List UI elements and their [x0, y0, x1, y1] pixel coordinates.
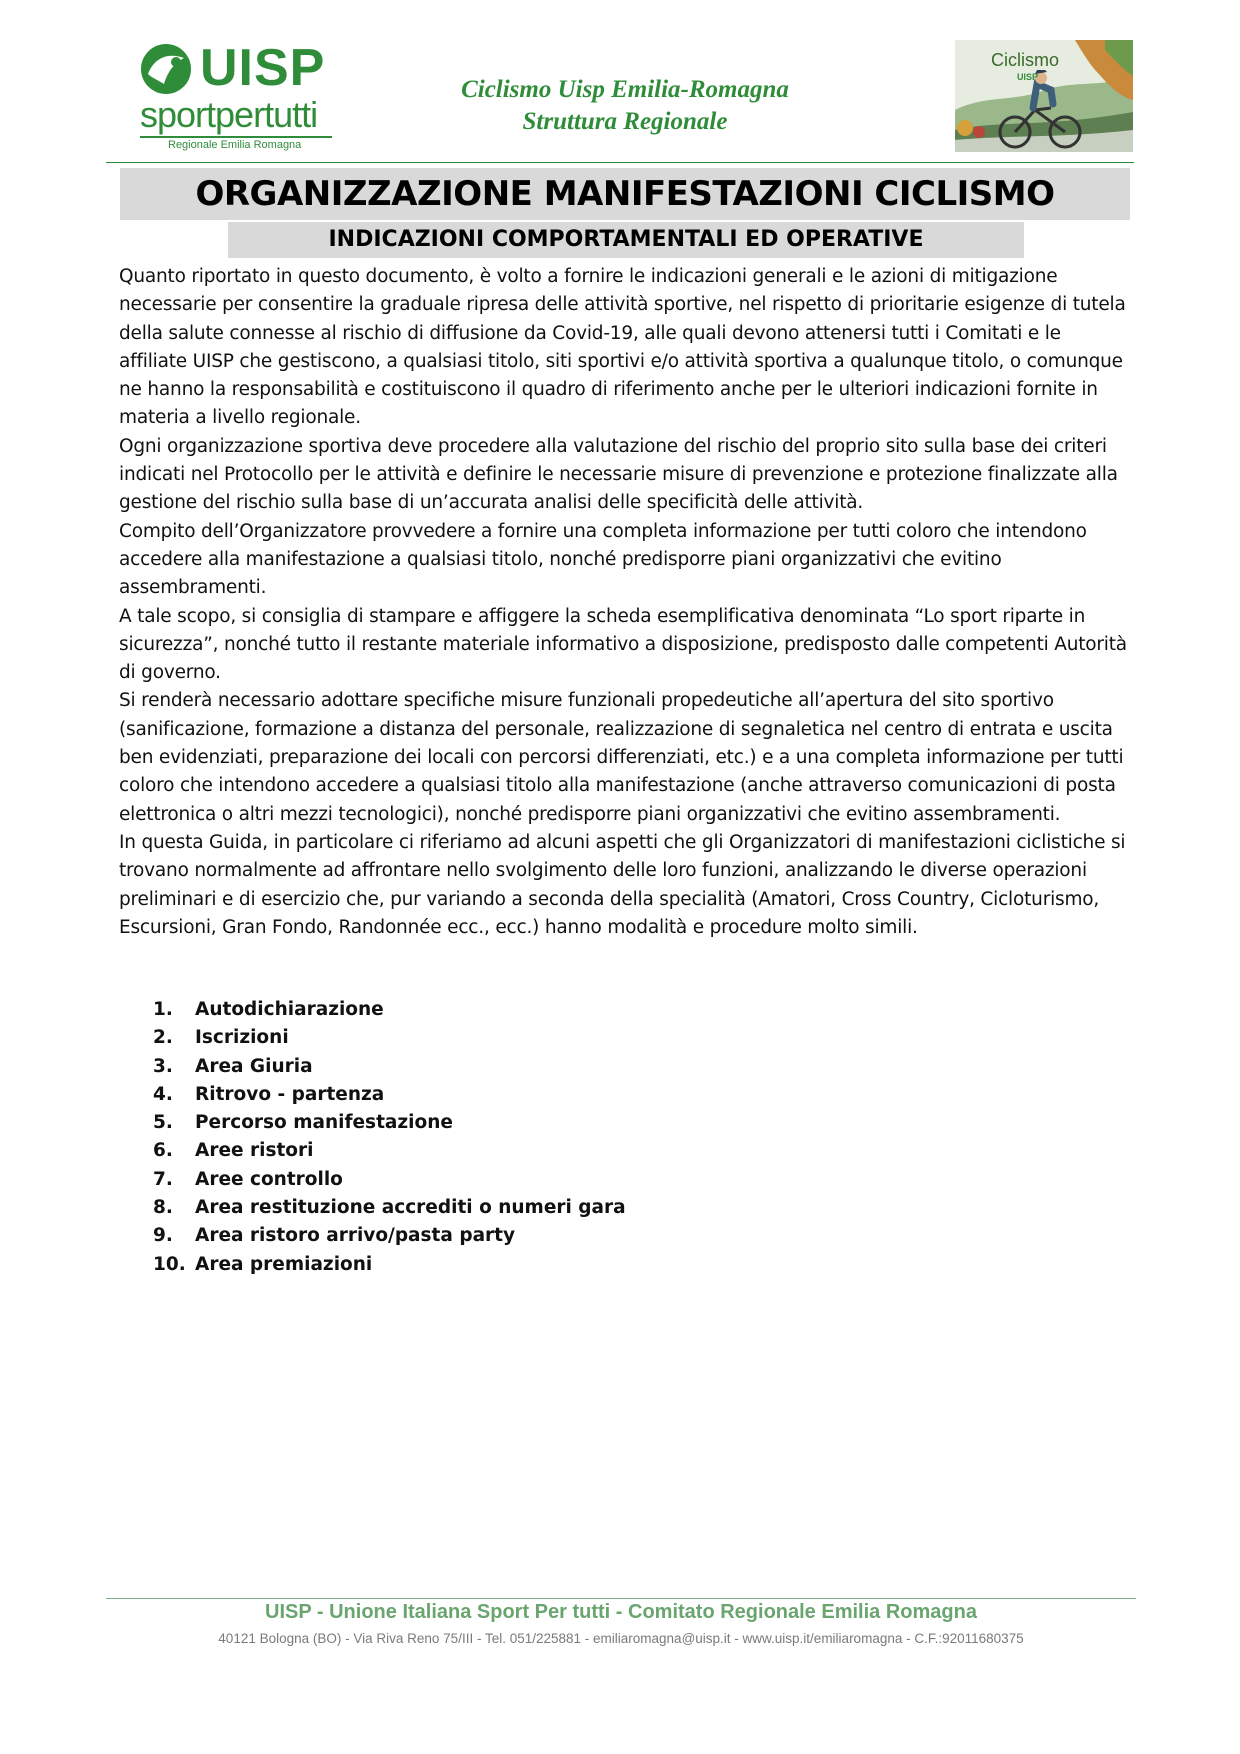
- list-item-number: 5.: [153, 1112, 173, 1134]
- paragraph: Ogni organizzazione sportiva deve procedere alla valutazione del rischio del proprio sito sulla base dei criteri indicati nel Protocollo per le attività e definire le necessarie misure di prevenzione e protezione finalizzate alla gestione del rischio sulla base di un’accurata analisi delle specificità delle attività.: [119, 435, 1118, 514]
- list-item-label: Area ristoro arrivo/pasta party: [195, 1225, 516, 1247]
- list-item: [153, 1222, 626, 1250]
- list-item-label: Area Giuria: [195, 1055, 313, 1077]
- list-item-number: 9.: [153, 1225, 173, 1247]
- list-item: [153, 1024, 626, 1052]
- list-item: [153, 1251, 626, 1279]
- list-item-label: Iscrizioni: [195, 1027, 289, 1049]
- list-item-number: 8.: [153, 1197, 173, 1219]
- body-text: [119, 263, 1133, 942]
- paragraph: Si renderà necessario adottare specifiche misure funzionali propedeutiche all’apertura del sito sportivo (sanificazione, formazione a distanza del personale, realizzazione di segnaletica nel centro di entrata e uscita ben evidenziati, preparazione dei locali con percorsi differenziati, etc.) e a una completa informazione per tutti coloro che intendono accedere a qualsiasi titolo alla manifestazione (anche attraverso comunicazioni di posta elettronica o altri mezzi tecnologici), nonché predisporre piani organizzativi che evitino assembramenti.: [119, 690, 1124, 825]
- footer-divider: [106, 1598, 1136, 1599]
- list-item-label: Area restituzione accrediti o numeri gara: [195, 1197, 626, 1219]
- header-title: [380, 74, 870, 138]
- list-item-number: 2.: [153, 1027, 173, 1049]
- uisp-logo: [138, 40, 338, 155]
- list-item-label: Autodichiarazione: [195, 999, 384, 1020]
- badge-brand: UISP: [1017, 72, 1039, 82]
- list-item-label: Aree controllo: [195, 1168, 343, 1190]
- list-item-label: Aree ristori: [195, 1140, 314, 1162]
- paragraph: Compito dell’Organizzatore provvedere a fornire una completa informazione per tutti coloro che intendono accedere alla manifestazione a qualsiasi titolo, nonché predisporre piani organizzativi che evitino assembramenti.: [119, 520, 1087, 599]
- list-item-number: 1.: [153, 999, 173, 1020]
- footer-contacts: 40121 Bologna (BO) - Via Riva Reno 75/III - Tel. 051/225881 - emiliaromagna@uisp.it - www.uisp.it/emiliaromagna - C.F.:92011680375: [218, 1631, 1024, 1646]
- paragraph: A tale scopo, si consiglia di stampare e affiggere la scheda esemplificativa denominata “Lo sport riparte in sicurezza”, nonché tutto il restante materiale informativo a disposizione, predisposto dalle competenti Autorità di governo.: [119, 605, 1127, 684]
- list-item-number: 3.: [153, 1055, 173, 1077]
- paragraph: In questa Guida, in particolare ci riferiamo ad alcuni aspetti che gli Organizzatori di manifestazioni ciclistiche si trovano normalmente ad affrontare nello svolgimento delle loro funzioni, analizzando le diverse operazioni preliminari e di esercizio che, pur variando a seconda della specialità (Amatori, Cross Country, Cicloturismo, Escursioni, Gran Fondo, Randonnée ecc., ecc.) hanno modalità e procedure molto simili.: [119, 831, 1126, 938]
- logo-brand: UISP: [200, 39, 326, 97]
- list-item-label: Ritrovo - partenza: [195, 1083, 385, 1105]
- list-item: [153, 1053, 626, 1081]
- document-subtitle: INDICAZIONI COMPORTAMENTALI ED OPERATIVE: [328, 227, 924, 252]
- document-title: ORGANIZZAZIONE MANIFESTAZIONI CICLISMO: [195, 174, 1055, 214]
- list-item-number: 4.: [153, 1083, 173, 1105]
- list-item: [153, 1081, 626, 1109]
- paragraph: Quanto riportato in questo documento, è volto a fornire le indicazioni generali e le azioni di mitigazione necessarie per consentire la graduale ripresa delle attività sportive, nel rispetto di prioritarie esigenze di tutela della salute connesse al rischio di diffusione da Covid-19, alle quali devono attenersi tutti i Comitati e le affiliate UISP che gestiscono, a qualsiasi titolo, siti sportivi e/o attività sportiva a qualunque titolo, o comunque ne hanno la responsabilità e costituiscono il quadro di riferimento anche per le ulteriori indicazioni fornite in materia a livello regionale.: [119, 266, 1126, 429]
- list-item-number: 7.: [153, 1168, 173, 1190]
- badge-title: Ciclismo: [991, 50, 1060, 70]
- header-divider: [106, 162, 1134, 163]
- header-title-line2: Struttura Regionale: [522, 108, 728, 135]
- list-item: [153, 1194, 626, 1222]
- subtitle-band: [228, 222, 1024, 258]
- topics-list: [153, 996, 626, 1279]
- list-item: [153, 996, 626, 1024]
- uisp-emblem-icon: [138, 40, 196, 96]
- title-band: [120, 168, 1130, 220]
- list-item-number: 6.: [153, 1140, 173, 1162]
- header-title-line1: Ciclismo Uisp Emilia-Romagna: [461, 76, 789, 103]
- logo-region: Regionale Emilia Romagna: [168, 139, 302, 151]
- list-item: [153, 1166, 626, 1194]
- list-item-number: 10.: [153, 1253, 186, 1275]
- list-item-label: Area premiazioni: [195, 1253, 373, 1275]
- list-item: [153, 1109, 626, 1137]
- footer-organization: UISP - Unione Italiana Sport Per tutti - Comitato Regionale Emilia Romagna: [265, 1601, 977, 1623]
- ciclismo-badge: [955, 40, 1133, 152]
- list-item-label: Percorso manifestazione: [195, 1112, 453, 1134]
- logo-underline: [140, 136, 332, 138]
- logo-tagline: sportpertutti: [140, 94, 318, 135]
- list-item: [153, 1137, 626, 1165]
